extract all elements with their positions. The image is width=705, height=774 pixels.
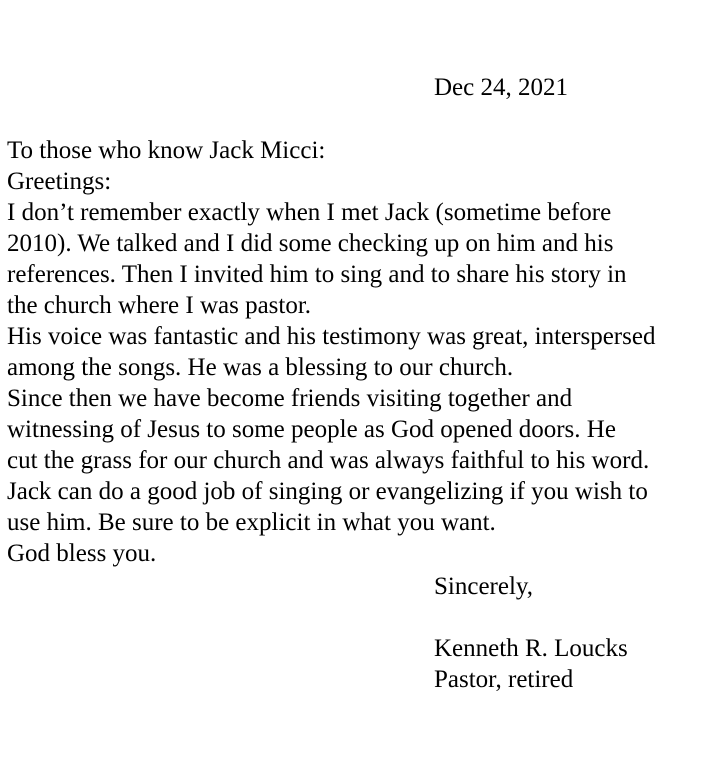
body-line: use him. Be sure to be explicit in what you want. <box>7 509 496 536</box>
body-line: Jack can do a good job of singing or evangelizing if you wish to <box>7 478 648 505</box>
body-line: cut the grass for our church and was always faithful to his word. <box>7 447 650 474</box>
salutation: To those who know Jack Micci: <box>7 137 326 164</box>
body-line: references. Then I invited him to sing and to share his story in <box>7 261 627 288</box>
blessing-line: God bless you. <box>7 540 157 567</box>
body-line: the church where I was pastor. <box>7 292 312 319</box>
signature-block <box>434 633 628 695</box>
body-line: I don’t remember exactly when I met Jack (sometime before <box>7 199 612 226</box>
body-line: 2010). We talked and I did some checking up on him and his <box>7 230 614 257</box>
greeting: Greetings: <box>7 168 112 195</box>
body-line: witnessing of Jesus to some people as God opened doors. He <box>7 416 616 443</box>
body-line: among the songs. He was a blessing to our church. <box>7 354 514 381</box>
body-line: Since then we have become friends visiting together and <box>7 385 573 412</box>
letter-date: Dec 24, 2021 <box>434 74 568 101</box>
letter-closing: Sincerely, <box>434 573 534 600</box>
signer-name: Kenneth R. Loucks <box>434 635 628 662</box>
signer-title: Pastor, retired <box>434 666 574 693</box>
body-line: His voice was fantastic and his testimony was great, interspersed <box>7 323 656 350</box>
letter-body <box>7 135 703 569</box>
